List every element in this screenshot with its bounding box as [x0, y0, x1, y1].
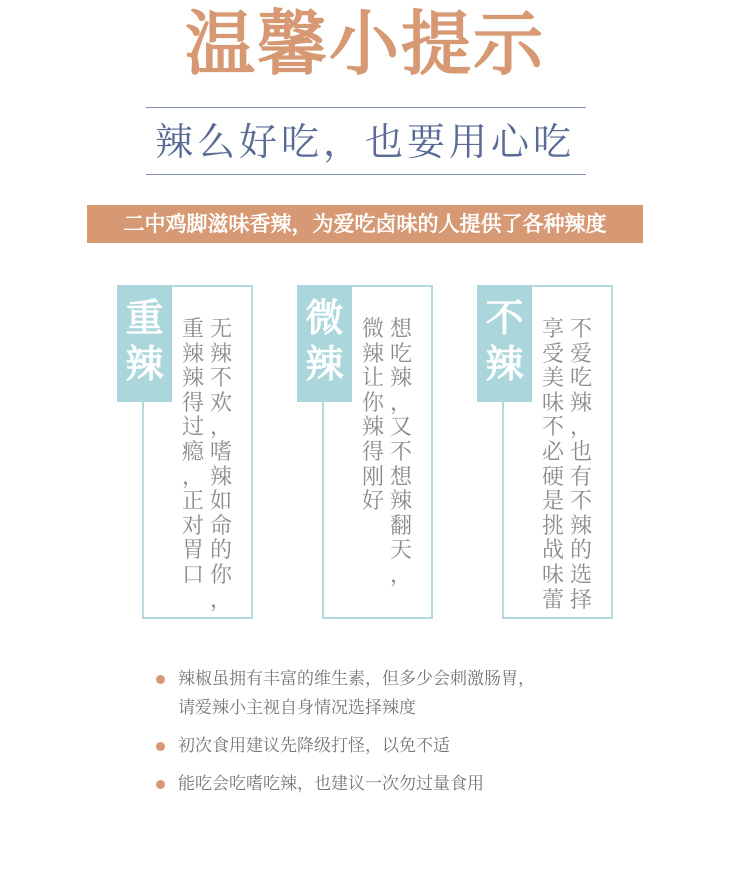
vertical-char: 好 — [361, 489, 384, 515]
vertical-char: 受 — [541, 341, 564, 367]
tip-line: 辣椒虽拥有丰富的维生素，但多少会刺激肠胃， — [178, 669, 535, 689]
vertical-char: 是 — [541, 489, 564, 515]
vertical-char: ， — [181, 464, 204, 490]
vertical-char: 不 — [209, 366, 232, 392]
card-text — [359, 318, 415, 613]
vertical-char: 又 — [389, 415, 412, 441]
vertical-char: 不 — [569, 317, 592, 342]
tip-line: 能吃会吃嗜吃辣，也建议一次勿过量食用 — [178, 774, 484, 794]
vertical-char: 如 — [209, 489, 232, 515]
vertical-char: 你 — [361, 390, 384, 416]
vertical-char: 微 — [361, 317, 384, 342]
vertical-char: 让 — [361, 366, 384, 392]
bullet-dot-icon — [156, 742, 165, 751]
vertical-char: 翻 — [389, 513, 412, 539]
card-text-left — [179, 318, 207, 613]
vertical-char: 无 — [209, 317, 232, 342]
vertical-char: 辣 — [209, 464, 232, 490]
vertical-char: 天 — [389, 538, 412, 564]
vertical-char: 辣 — [181, 366, 204, 392]
vertical-char: 味 — [541, 390, 564, 416]
vertical-char: 命 — [209, 513, 232, 539]
tag-char: 辣 — [305, 342, 344, 386]
card-tag — [297, 285, 352, 402]
tip-item — [156, 770, 636, 799]
vertical-char: 嗜 — [209, 439, 232, 465]
card-text-right — [567, 318, 595, 613]
vertical-char: 辣 — [389, 489, 412, 515]
vertical-char: ， — [209, 415, 232, 441]
tag-char: 辣 — [485, 342, 524, 386]
vertical-char: 瘾 — [181, 439, 204, 465]
card-heavy-spicy — [117, 285, 253, 619]
vertical-char: ， — [209, 587, 232, 613]
card-text-right — [387, 318, 415, 613]
vertical-char: 胃 — [181, 538, 204, 564]
vertical-char: 刚 — [361, 464, 384, 490]
vertical-char: 得 — [181, 390, 204, 416]
vertical-char: 的 — [569, 538, 592, 564]
vertical-char: 不 — [569, 489, 592, 515]
bullet-dot-icon — [156, 780, 165, 789]
divider-bottom — [146, 174, 586, 175]
tip-line: 初次食用建议先降级打怪，以免不适 — [178, 736, 450, 756]
card-mild-spicy — [297, 285, 433, 619]
vertical-char: 必 — [541, 439, 564, 465]
vertical-char: 战 — [541, 538, 564, 564]
vertical-char: 硬 — [541, 464, 564, 490]
vertical-char: 过 — [181, 415, 204, 441]
vertical-char: 不 — [389, 439, 412, 465]
vertical-char: 辣 — [569, 513, 592, 539]
vertical-char: 辣 — [569, 390, 592, 416]
tag-char: 重 — [125, 296, 164, 340]
vertical-char: 正 — [181, 489, 204, 515]
vertical-char: 有 — [569, 464, 592, 490]
vertical-char: 辣 — [181, 341, 204, 367]
vertical-char: ， — [389, 562, 412, 588]
vertical-char: 你 — [209, 562, 232, 588]
vertical-char: 得 — [361, 439, 384, 465]
vertical-char: ， — [389, 390, 412, 416]
vertical-char: 美 — [541, 366, 564, 392]
card-text-right — [207, 318, 235, 613]
vertical-char: 想 — [389, 317, 412, 342]
vertical-char: 爱 — [569, 341, 592, 367]
vertical-char: 蕾 — [541, 587, 564, 613]
vertical-char: 对 — [181, 513, 204, 539]
card-text — [179, 318, 235, 613]
card-text-left — [539, 318, 567, 613]
vertical-char: 辣 — [209, 341, 232, 367]
vertical-char: 辣 — [361, 341, 384, 367]
bullet-dot-icon — [156, 675, 165, 684]
card-tag — [477, 285, 532, 402]
vertical-char: ， — [569, 415, 592, 441]
vertical-char: 口 — [181, 562, 204, 588]
vertical-char: 的 — [209, 538, 232, 564]
vertical-char: 吃 — [389, 341, 412, 367]
tip-line: 请爱辣小主视自身情况选择辣度 — [178, 698, 416, 718]
vertical-char: 味 — [541, 562, 564, 588]
tip-item — [156, 732, 636, 761]
vertical-char: 选 — [569, 562, 592, 588]
tag-char: 不 — [485, 296, 524, 340]
vertical-char: 不 — [541, 415, 564, 441]
tag-char: 微 — [305, 296, 344, 340]
divider-top — [146, 107, 586, 108]
subtitle: 辣么好吃，也要用心吃 — [154, 120, 575, 164]
vertical-char: 也 — [569, 439, 592, 465]
card-tag — [117, 285, 172, 402]
card-not-spicy — [477, 285, 613, 619]
vertical-char: 吃 — [569, 366, 592, 392]
vertical-char: 辣 — [389, 366, 412, 392]
vertical-char: 辣 — [361, 415, 384, 441]
card-text-left — [359, 318, 387, 613]
tag-char: 辣 — [125, 342, 164, 386]
page-title: 温馨小提示 — [185, 3, 545, 85]
vertical-char: 择 — [569, 587, 592, 613]
vertical-char: 挑 — [541, 513, 564, 539]
intro-banner: 二中鸡脚滋味香辣，为爱吃卤味的人提供了各种辣度 — [87, 205, 643, 243]
tips-list — [156, 665, 636, 808]
card-text — [539, 318, 595, 613]
tip-item — [156, 665, 636, 723]
vertical-char: 想 — [389, 464, 412, 490]
vertical-char: 欢 — [209, 390, 232, 416]
vertical-char: 享 — [541, 317, 564, 342]
vertical-char: 重 — [181, 317, 204, 342]
